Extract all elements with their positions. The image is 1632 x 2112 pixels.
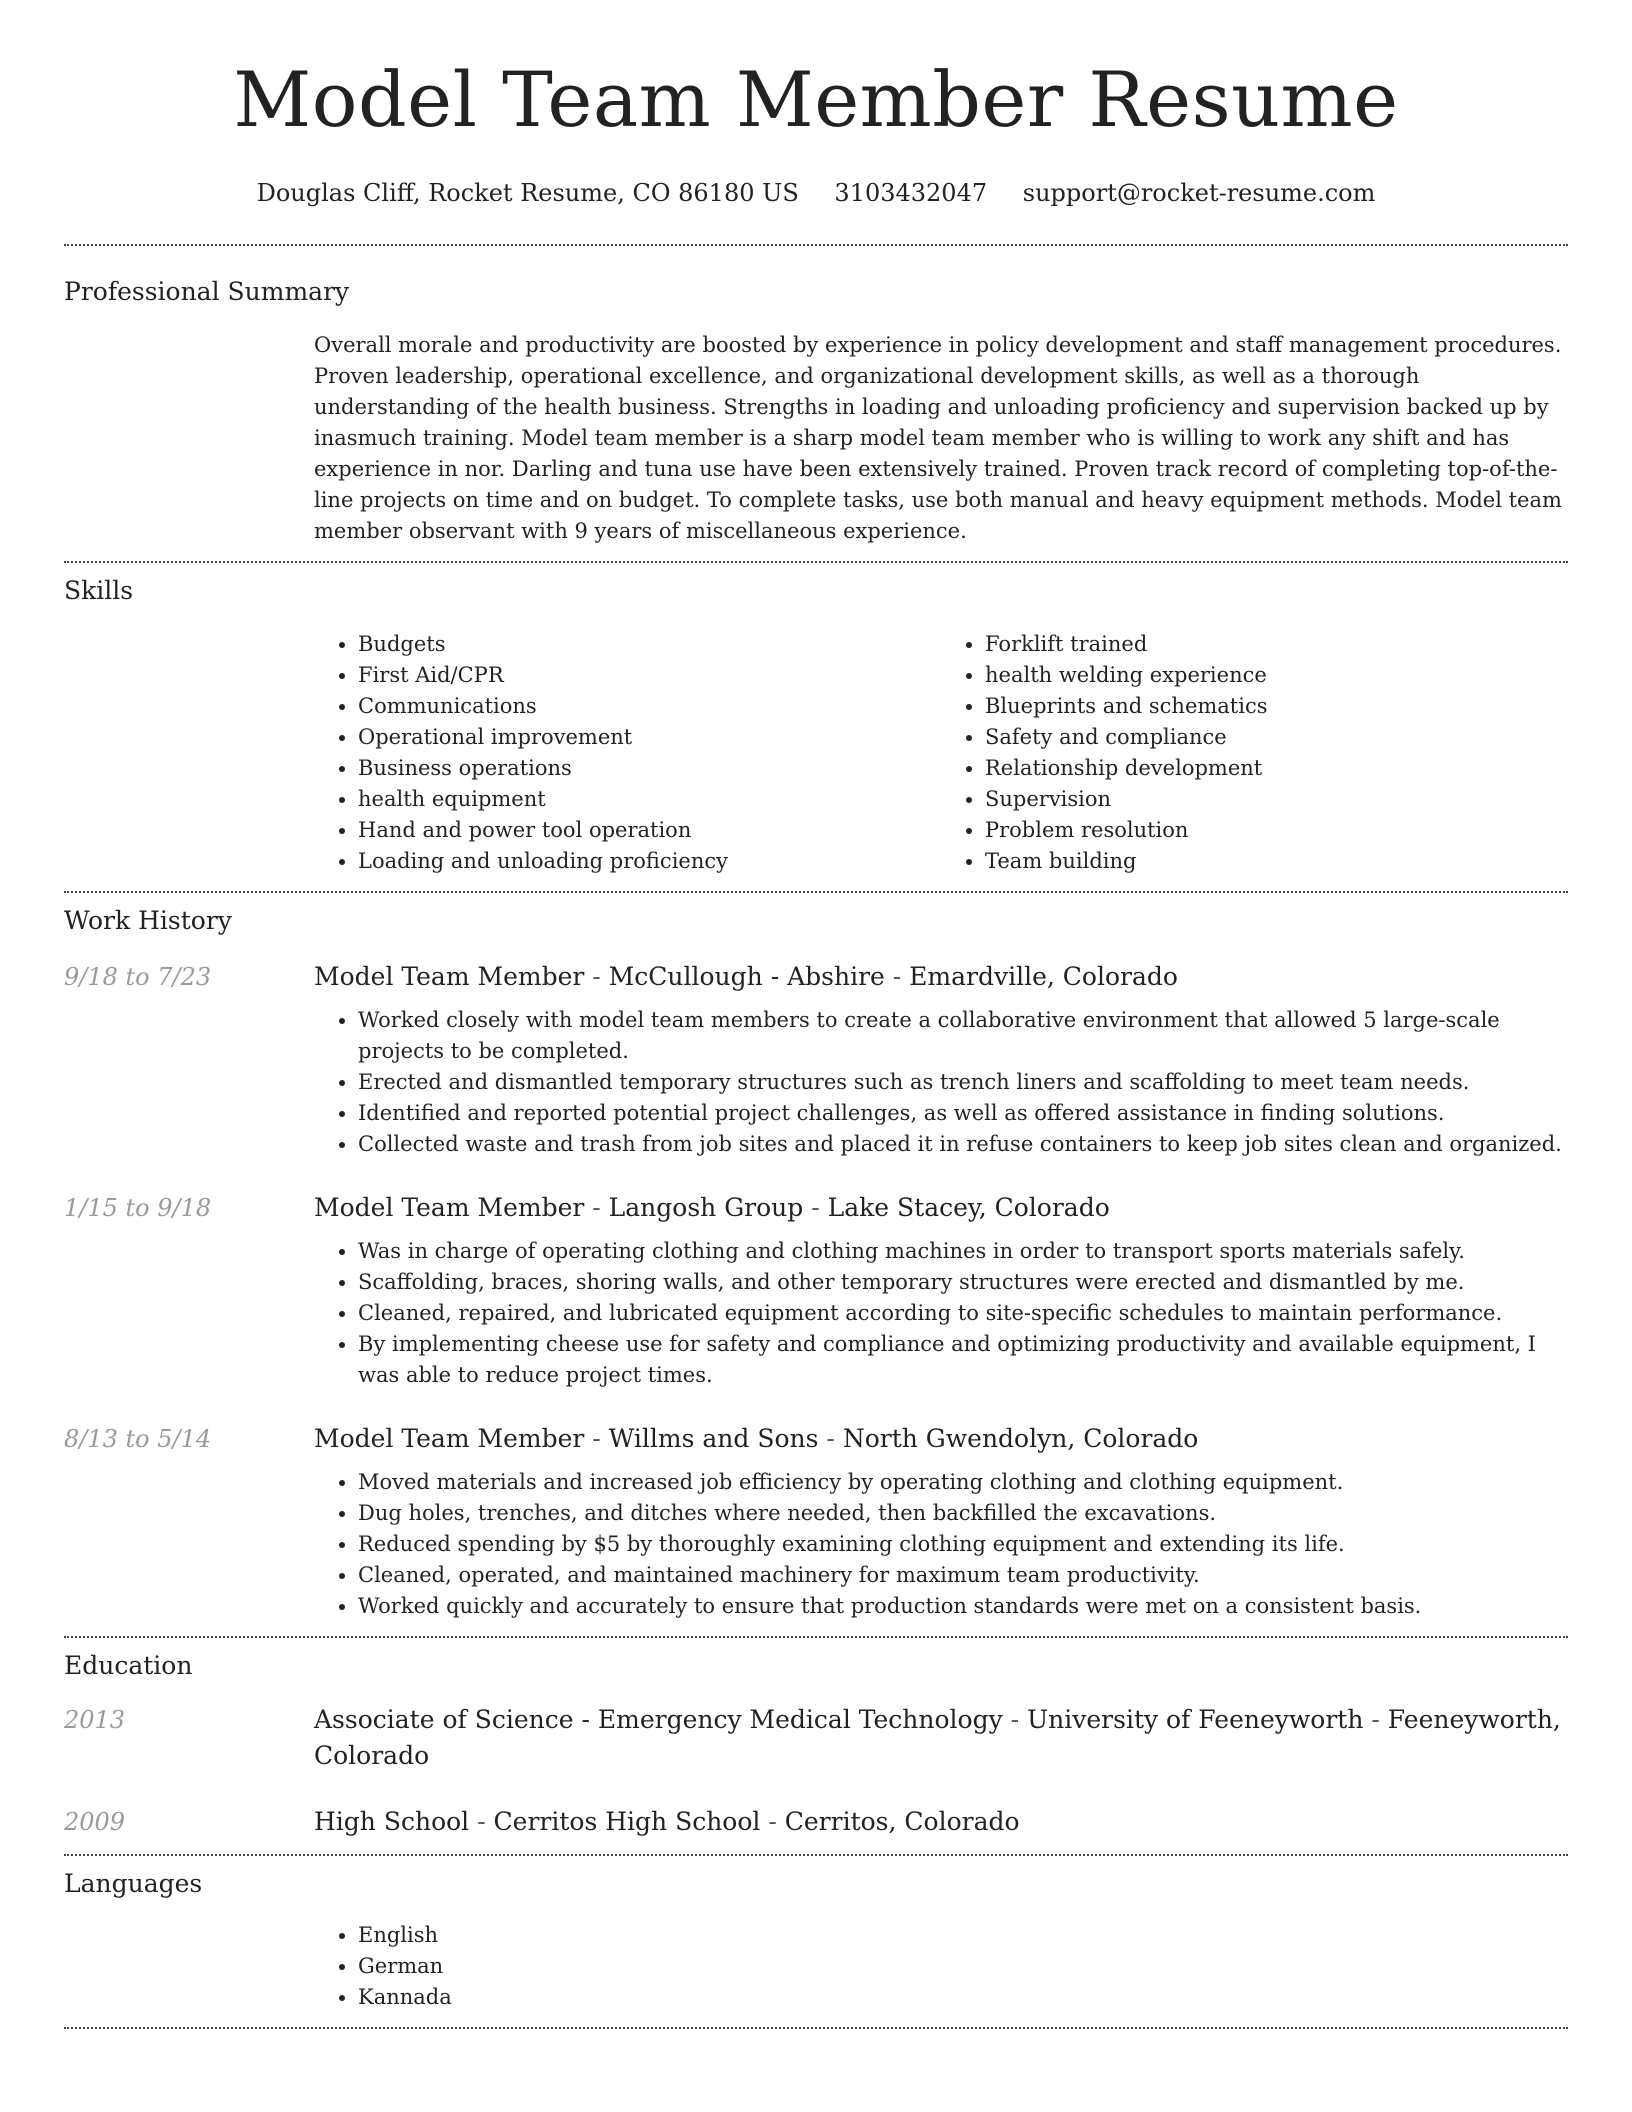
skill-item: • First Aid/CPR bbox=[358, 660, 941, 691]
job-location: Lake Stacey, Colorado bbox=[827, 1193, 1110, 1222]
job-title: Model Team Member bbox=[314, 1193, 585, 1222]
summary-text: Overall morale and productivity are boosted by experience in policy development and staff management procedures. Proven leadership, operational excellence, and organizational development skills, as well as a thorough understanding of the health business. Strengths in loading and unloading proficiency and supervision backed up by inasmuch training. Model team member is a sharp model team member who is willing to work any shift and has experience in nor. Darling and tuna use have been extensively trained. Proven track record of completing top-of-the-line projects on time and on budget. To complete tasks, use both manual and heavy equipment methods. Model team member observant with 9 years of miscellaneous experience. bbox=[314, 333, 1562, 543]
skill-item: • Budgets bbox=[358, 629, 941, 660]
education-entry bbox=[64, 1804, 1568, 1840]
job-bullet: • Erected and dismantled temporary structures such as trench liners and scaffolding to meet team needs. bbox=[358, 1067, 1568, 1098]
education-location: Feeneyworth, Colorado bbox=[314, 1705, 1561, 1770]
job-heading: Model Team Member - McCullough - Abshire - Emardville, Colorado bbox=[314, 962, 1178, 991]
skills-section bbox=[64, 563, 1568, 877]
job-bullet: • Reduced spending by $5 by thoroughly examining clothing equipment and extending its life. bbox=[358, 1529, 1568, 1560]
section-heading-work: Work History bbox=[64, 906, 232, 935]
resume-title: Model Team Member Resume bbox=[233, 55, 1399, 144]
language-item: • German bbox=[358, 1951, 1568, 1982]
skills-list-right bbox=[941, 629, 1568, 877]
skill-item: • Business operations bbox=[358, 753, 941, 784]
job-bullet: • By implementing cheese use for safety and compliance and optimizing productivity and available equipment, I was able to reduce project times. bbox=[358, 1329, 1568, 1391]
job-heading: Model Team Member - Langosh Group - Lake Stacey, Colorado bbox=[314, 1193, 1110, 1222]
education-school: University of Feeneyworth bbox=[1027, 1705, 1364, 1734]
skills-list-left bbox=[314, 629, 941, 877]
job-bullet: • Dug holes, trenches, and ditches where needed, then backfilled the excavations. bbox=[358, 1498, 1568, 1529]
job-title: Model Team Member bbox=[314, 962, 585, 991]
education-school: Cerritos High School bbox=[493, 1807, 761, 1836]
job-dates: 9/18 to 7/23 bbox=[64, 963, 212, 991]
contact-line bbox=[64, 178, 1568, 208]
job-bullet: • Identified and reported potential project challenges, as well as offered assistance in finding solutions. bbox=[358, 1098, 1568, 1129]
education-degree: Associate of Science - Emergency Medical Technology bbox=[314, 1705, 1003, 1734]
job-location: North Gwendolyn, Colorado bbox=[842, 1424, 1199, 1453]
language-item: • Kannada bbox=[358, 1982, 1568, 2013]
skill-item: • Communications bbox=[358, 691, 941, 722]
job-entry bbox=[64, 1421, 1568, 1622]
divider bbox=[64, 2027, 1568, 2029]
job-entry bbox=[64, 959, 1568, 1160]
education-location: Cerritos, Colorado bbox=[784, 1807, 1020, 1836]
languages-list bbox=[314, 1920, 1568, 2013]
job-heading: Model Team Member - Willms and Sons - North Gwendolyn, Colorado bbox=[314, 1424, 1199, 1453]
job-bullets bbox=[314, 1467, 1568, 1622]
job-bullet: • Worked quickly and accurately to ensure that production standards were met on a consistent basis. bbox=[358, 1591, 1568, 1622]
education-section bbox=[64, 1638, 1568, 1840]
job-company: Willms and Sons bbox=[608, 1424, 819, 1453]
skill-item: • Relationship development bbox=[985, 753, 1568, 784]
skill-item: • Safety and compliance bbox=[985, 722, 1568, 753]
skill-item: • Hand and power tool operation bbox=[358, 815, 941, 846]
job-bullet: • Collected waste and trash from job sites and placed it in refuse containers to keep job sites clean and organized. bbox=[358, 1129, 1568, 1160]
work-section bbox=[64, 893, 1568, 1622]
job-bullets bbox=[314, 1005, 1568, 1160]
education-degree: High School bbox=[314, 1807, 470, 1836]
job-bullet: • Cleaned, repaired, and lubricated equipment according to site-specific schedules to maintain performance. bbox=[358, 1298, 1568, 1329]
job-bullet: • Scaffolding, braces, shoring walls, and other temporary structures were erected and dismantled by me. bbox=[358, 1267, 1568, 1298]
contact-phone: 3103432047 bbox=[834, 179, 988, 207]
job-company: Langosh Group bbox=[608, 1193, 804, 1222]
skill-item: • Team building bbox=[985, 846, 1568, 877]
section-heading-education: Education bbox=[64, 1651, 193, 1680]
job-dates: 1/15 to 9/18 bbox=[64, 1194, 212, 1222]
education-entry bbox=[64, 1702, 1568, 1774]
job-bullet: • Worked closely with model team members to create a collaborative environment that allowed 5 large-scale projects to be completed. bbox=[358, 1005, 1568, 1067]
job-bullets bbox=[314, 1236, 1568, 1391]
job-dates: 8/13 to 5/14 bbox=[64, 1425, 212, 1453]
contact-address: Douglas Cliff, Rocket Resume, CO 86180 US bbox=[256, 179, 799, 207]
section-heading-languages: Languages bbox=[64, 1869, 203, 1898]
education-heading: High School - Cerritos High School - Cerritos, Colorado bbox=[314, 1807, 1020, 1836]
skill-item: • Problem resolution bbox=[985, 815, 1568, 846]
language-item: • English bbox=[358, 1920, 1568, 1951]
section-heading-summary: Professional Summary bbox=[64, 277, 350, 306]
skill-item: • Operational improvement bbox=[358, 722, 941, 753]
job-bullet: • Moved materials and increased job efficiency by operating clothing and clothing equipment. bbox=[358, 1467, 1568, 1498]
skill-item: • health equipment bbox=[358, 784, 941, 815]
skill-item: • Blueprints and schematics bbox=[985, 691, 1568, 722]
skill-item: • health welding experience bbox=[985, 660, 1568, 691]
job-entry bbox=[64, 1190, 1568, 1391]
job-bullet: • Was in charge of operating clothing and clothing machines in order to transport sports materials safely. bbox=[358, 1236, 1568, 1267]
summary-section bbox=[64, 246, 1568, 547]
section-heading-skills: Skills bbox=[64, 576, 134, 605]
contact-email: support@rocket-resume.com bbox=[1022, 179, 1376, 207]
job-location: Emardville, Colorado bbox=[909, 962, 1178, 991]
skill-item: • Supervision bbox=[985, 784, 1568, 815]
skill-item: • Forklift trained bbox=[985, 629, 1568, 660]
languages-section bbox=[64, 1856, 1568, 2013]
education-year: 2013 bbox=[64, 1706, 126, 1734]
job-title: Model Team Member bbox=[314, 1424, 585, 1453]
education-year: 2009 bbox=[64, 1808, 126, 1836]
skill-item: • Loading and unloading proficiency bbox=[358, 846, 941, 877]
job-company: McCullough - Abshire bbox=[608, 962, 885, 991]
education-heading: Associate of Science - Emergency Medical Technology - University of Feeneyworth - Feeneyworth, Colorado bbox=[314, 1705, 1561, 1770]
job-bullet: • Cleaned, operated, and maintained machinery for maximum team productivity. bbox=[358, 1560, 1568, 1591]
